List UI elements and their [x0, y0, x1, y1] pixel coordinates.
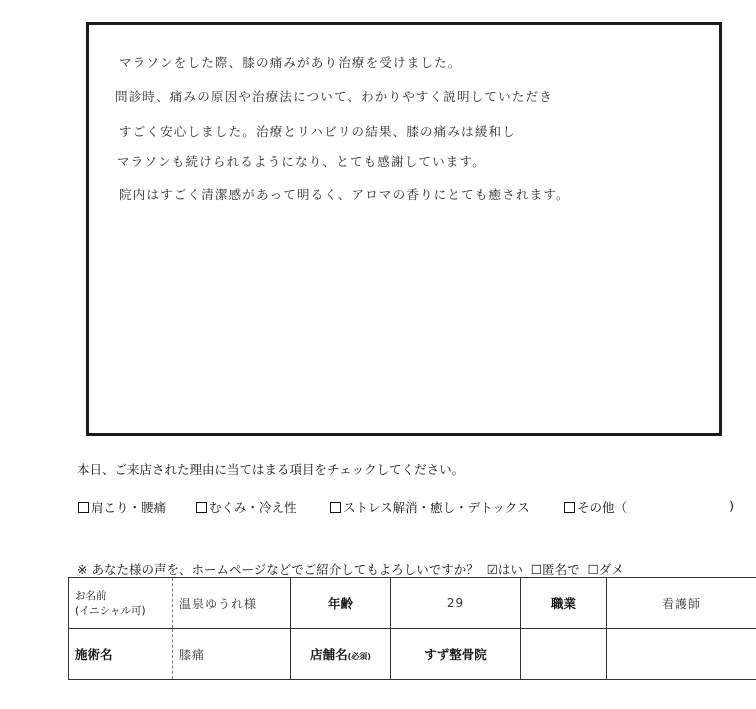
- visit-reason-options: [78, 498, 748, 518]
- reason-option-swelling-cold[interactable]: むくみ・冷え性: [196, 498, 297, 516]
- store-label: 店舗名: [310, 647, 348, 662]
- other-close-paren: ): [729, 498, 734, 513]
- checkbox-icon[interactable]: [564, 502, 575, 513]
- age-label: 年齢: [291, 578, 391, 629]
- empty-cell: [521, 629, 607, 680]
- table-row: [69, 629, 756, 680]
- comment-line-4: マラソンも続けられるようになり、とても感謝しています。: [117, 154, 486, 169]
- name-label-cell: [69, 578, 173, 629]
- consent-option-yes[interactable]: ☑はい: [486, 562, 523, 577]
- comment-box: [86, 22, 722, 436]
- consent-text: ※ あなた様の声を、ホームページなどでご紹介してもよろしいですか？: [77, 562, 479, 577]
- reason-option-stress-relief[interactable]: ストレス解消・癒し・デトックス: [330, 498, 530, 516]
- store-required-note: (必須): [347, 652, 371, 661]
- name-label: お名前: [75, 590, 107, 602]
- comment-line-1: マラソンをした際、膝の痛みがあり治療を受けました。: [119, 55, 462, 70]
- reason-option-shoulder-back[interactable]: 肩こり・腰痛: [78, 498, 166, 516]
- checkbox-icon[interactable]: [330, 502, 341, 513]
- name-value[interactable]: 温泉ゆうれ様: [173, 578, 291, 629]
- comment-line-5: 院内はすごく清潔感があって明るく、アロマの香りにとても癒されます。: [119, 187, 570, 202]
- reason-option-other[interactable]: その他（: [564, 498, 627, 516]
- checkbox-icon[interactable]: [78, 502, 89, 513]
- age-value[interactable]: 29: [391, 578, 521, 629]
- comment-line-3: すごく安心しました。治療とリハビリの結果、膝の痛みは緩和し: [119, 124, 516, 139]
- treatment-value[interactable]: 膝痛: [173, 629, 291, 680]
- visit-reason-question: 本日、ご来店された理由に当てはまる項目をチェックしてください。: [77, 462, 465, 477]
- treatment-label: 施術名: [69, 629, 173, 680]
- table-row: [69, 578, 756, 629]
- consent-option-anonymous[interactable]: ☐匿名で: [530, 562, 580, 577]
- store-label-cell: [291, 629, 391, 680]
- consent-question: [77, 560, 756, 578]
- customer-info-table: [68, 577, 756, 680]
- comment-line-2: 問診時、痛みの原因や治療法について、わかりやすく説明していただき: [115, 89, 553, 104]
- job-value[interactable]: 看護師: [607, 578, 756, 629]
- store-value[interactable]: すず整骨院: [391, 629, 521, 680]
- consent-option-no[interactable]: ☐ダメ: [587, 562, 624, 577]
- job-label: 職業: [521, 578, 607, 629]
- name-sublabel: (イニシャル可): [75, 605, 146, 617]
- empty-cell: [607, 629, 756, 680]
- checkbox-icon[interactable]: [196, 502, 207, 513]
